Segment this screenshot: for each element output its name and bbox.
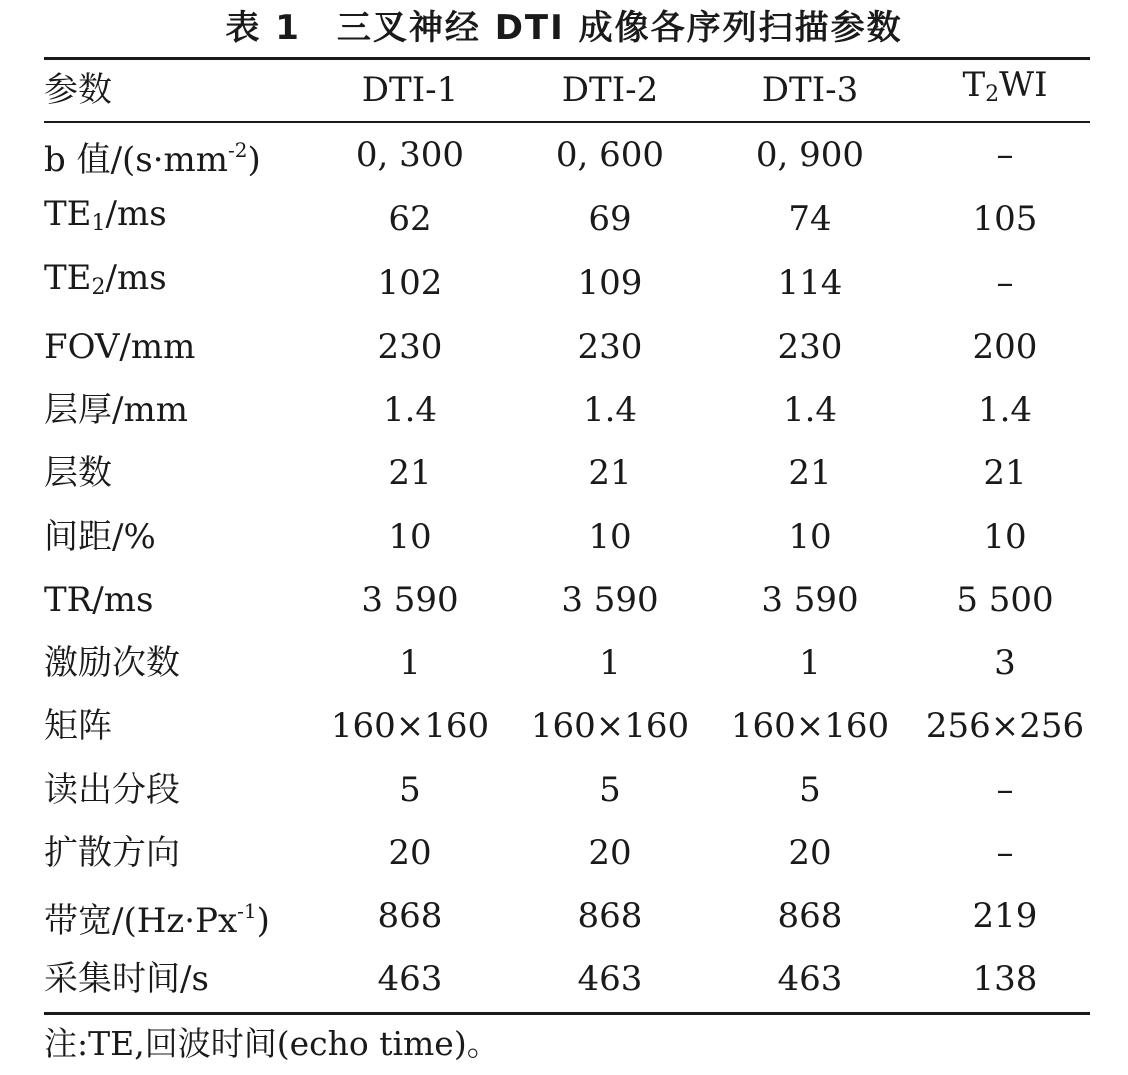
table-row [0,758,1128,822]
table-row [0,441,1128,505]
cell-dti2: 1 [599,643,621,683]
table-row [0,694,1128,758]
cell-t2wi: – [996,833,1014,873]
cell-dti1: 1 [399,643,421,683]
row-label: 扩散方向 [44,833,180,873]
cell-dti2: 1.4 [582,390,638,430]
cell-t2wi: 219 [972,896,1038,936]
table-row [0,568,1128,632]
table-row [0,505,1128,569]
cell-dti3: 463 [777,959,843,999]
cell-t2wi: 138 [972,959,1038,999]
cell-dti3: 5 [799,770,821,810]
cell-dti1: 3 590 [361,580,459,620]
table-row [0,187,1128,251]
cell-t2wi: 105 [972,199,1038,239]
table-row [0,631,1128,695]
cell-t2wi: 3 [994,643,1016,683]
cell-dti2: 230 [577,327,643,367]
cell-dti3: 3 590 [761,580,859,620]
table-row [0,884,1128,948]
cell-dti3: 0, 900 [755,135,865,175]
table-note: 注:TE,回波时间(echo time)。 [44,1024,500,1063]
header-param: 参数 [44,70,112,110]
row-label: $TE_2/ms$ [44,258,167,300]
cell-t2wi: – [996,135,1014,175]
header-dti3: DTI-3 [761,70,859,110]
cell-dti1: 5 [399,770,421,810]
table-row [0,947,1128,1011]
row-label: 激励次数 [44,643,180,683]
cell-dti1: 0, 300 [355,135,465,175]
cell-dti3: 1.4 [782,390,838,430]
row-label: 层厚/mm [44,390,188,430]
cell-dti1: 1.4 [382,390,438,430]
header-dti1: DTI-1 [361,70,459,110]
header-t2wi: $T_2WI$ [962,65,1048,107]
cell-dti2: 160×160 [530,706,690,746]
row-label: 间距/% [44,517,156,557]
cell-dti3: 114 [777,263,843,303]
row-label: TR/ms [44,580,154,620]
cell-t2wi: 256×256 [925,706,1085,746]
cell-dti1: 62 [388,199,432,239]
cell-dti2: 0, 600 [555,135,665,175]
cell-dti3: 868 [777,896,843,936]
cell-dti1: 10 [388,517,432,557]
bottom-rule [44,1012,1090,1015]
cell-dti3: 10 [788,517,832,557]
cell-dti3: 230 [777,327,843,367]
cell-dti2: 5 [599,770,621,810]
cell-dti2: 10 [588,517,632,557]
cell-dti1: 160×160 [330,706,490,746]
cell-dti1: 230 [377,327,443,367]
cell-dti2: 109 [577,263,643,303]
cell-dti2: 69 [588,199,632,239]
cell-dti3: 1 [799,643,821,683]
cell-t2wi: – [996,770,1014,810]
table-header-row [0,58,1128,122]
table-row [0,251,1128,315]
cell-dti1: 20 [388,833,432,873]
cell-dti1: 868 [377,896,443,936]
cell-t2wi: 10 [983,517,1027,557]
row-label: $TE_1/ms$ [44,194,167,236]
cell-dti1: 463 [377,959,443,999]
cell-dti2: 463 [577,959,643,999]
cell-dti3: 21 [788,453,832,493]
row-label: 采集时间/s [44,959,209,999]
table-row [0,315,1128,379]
cell-t2wi: 1.4 [977,390,1033,430]
cell-t2wi: – [996,263,1014,303]
row-label: 矩阵 [44,706,112,746]
table-title: 表 1 三叉神经 DTI 成像各序列扫描参数 [225,8,903,48]
cell-dti1: 21 [388,453,432,493]
cell-t2wi: 21 [983,453,1027,493]
cell-dti2: 3 590 [561,580,659,620]
table-row [0,123,1128,187]
row-label: 带宽$/(Hz\cdot Px^{-1})$ [44,899,270,941]
row-label: 层数 [44,453,112,493]
cell-dti1: 102 [377,263,443,303]
cell-dti3: 74 [788,199,832,239]
row-label: 读出分段 [44,770,180,810]
cell-t2wi: 5 500 [956,580,1054,620]
cell-dti2: 21 [588,453,632,493]
cell-dti3: 160×160 [730,706,890,746]
row-label: FOV/mm [44,327,196,367]
cell-dti2: 868 [577,896,643,936]
header-dti2: DTI-2 [561,70,659,110]
cell-dti3: 20 [788,833,832,873]
table-row [0,821,1128,885]
table-row [0,378,1128,442]
cell-dti2: 20 [588,833,632,873]
row-label: b 值$/(s\cdot mm^{-2})$ [44,138,261,180]
cell-t2wi: 200 [972,327,1038,367]
